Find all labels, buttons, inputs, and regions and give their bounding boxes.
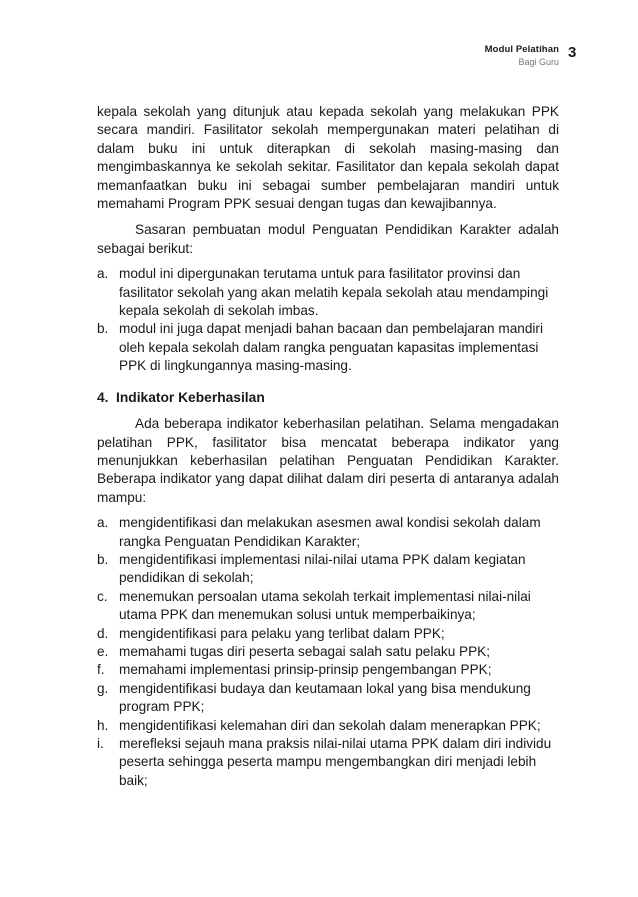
list-marker: a. — [97, 515, 109, 531]
page-number: 3 — [568, 44, 577, 61]
list-item — [97, 588, 559, 625]
list-text: merefleksi sejauh mana praksis nilai-nilai utama PPK dalam diri individu peserta sehingga peserta mampu mengembangkan diri menjadi lebih baik; — [119, 736, 552, 788]
list-item — [97, 265, 559, 320]
list-item — [97, 320, 559, 375]
list-text: mengidentifikasi implementasi nilai-nilai utama PPK dalam kegiatan pendidikan di sekolah; — [119, 551, 526, 586]
list-text: mengidentifikasi kelemahan diri dan sekolah dalam menerapkan PPK; — [119, 717, 541, 733]
list-item — [97, 735, 559, 790]
list-marker: c. — [97, 588, 108, 604]
list-text: modul ini juga dapat menjadi bahan bacaan dan pembelajaran mandiri oleh kepala sekolah dalam rangka penguatan kapasitas implementasi PPK di lingkungannya masing-masing. — [119, 321, 543, 374]
list-item — [97, 514, 559, 551]
page-body — [97, 103, 559, 790]
list-marker: h. — [97, 717, 109, 733]
running-header — [485, 44, 559, 68]
paragraph-1: kepala sekolah yang ditunjuk atau kepada sekolah yang melakukan PPK secara mandiri. Fasilitator sekolah mempergunakan materi pelatihan di dalam buku ini untuk diterapkan di sekolah masing-masing dan mengimbaskannya ke sekolah sekitar. Fasilitator dan kepala sekolah dapat memanfaatkan buku ini sebagai sumber pembelajaran mandiri untuk memahami Program PPK sesuai dengan tugas dan kewajibannya. — [97, 104, 559, 212]
list-marker: d. — [97, 625, 109, 641]
list-text: memahami implementasi prinsip-prinsip pengembangan PPK; — [119, 662, 492, 678]
list-text: menemukan persoalan utama sekolah terkait implementasi nilai-nilai utama PPK dan menemukan solusi untuk memperbaikinya; — [119, 588, 531, 623]
list-marker: e. — [97, 643, 109, 659]
list-text: mengidentifikasi dan melakukan asesmen awal kondisi sekolah dalam rangka Penguatan Pendidikan Karakter; — [119, 515, 541, 549]
list-text: mengidentifikasi budaya dan keutamaan lokal yang bisa mendukung program PPK; — [119, 680, 531, 715]
paragraph-2: Sasaran pembuatan modul Penguatan Pendidikan Karakter adalah sebagai berikut: — [97, 222, 559, 256]
list-marker: b. — [97, 551, 109, 567]
list-text: modul ini dipergunakan terutama untuk para fasilitator provinsi dan fasilitator sekolah yang akan melatih kepala sekolah atau mendampingi kepala sekolah di sekolah imbas. — [119, 266, 549, 319]
section-number: 4. — [97, 389, 109, 405]
list-marker: b. — [97, 321, 109, 337]
target-list — [97, 265, 559, 375]
list-item — [97, 551, 559, 588]
list-item — [97, 717, 559, 735]
list-text: memahami tugas diri peserta sebagai salah satu pelaku PPK; — [119, 643, 491, 659]
list-marker: i. — [97, 736, 104, 751]
section-heading — [97, 389, 559, 407]
list-item — [97, 680, 559, 717]
list-marker: f. — [97, 662, 105, 678]
list-text: mengidentifikasi para pelaku yang terlibat dalam PPK; — [119, 625, 445, 641]
list-item — [97, 661, 559, 679]
list-item — [97, 643, 559, 661]
section-title: Indikator Keberhasilan — [116, 389, 265, 405]
list-item — [97, 625, 559, 643]
module-subtitle: Bagi Guru — [518, 57, 559, 67]
module-title: Modul Pelatihan — [484, 44, 559, 55]
indicator-list — [97, 514, 559, 790]
list-marker: a. — [97, 266, 109, 282]
section-intro: Ada beberapa indikator keberhasilan pelatihan. Selama mengadakan pelatihan PPK, fasilitator bisa mencatat beberapa indikator yang menunjukkan keberhasilan pelatihan Penguatan Pendidikan Karakter. Beberapa indikator yang dapat dilihat dalam diri peserta di antaranya adalah mampu: — [97, 416, 559, 505]
list-marker: g. — [97, 680, 109, 696]
